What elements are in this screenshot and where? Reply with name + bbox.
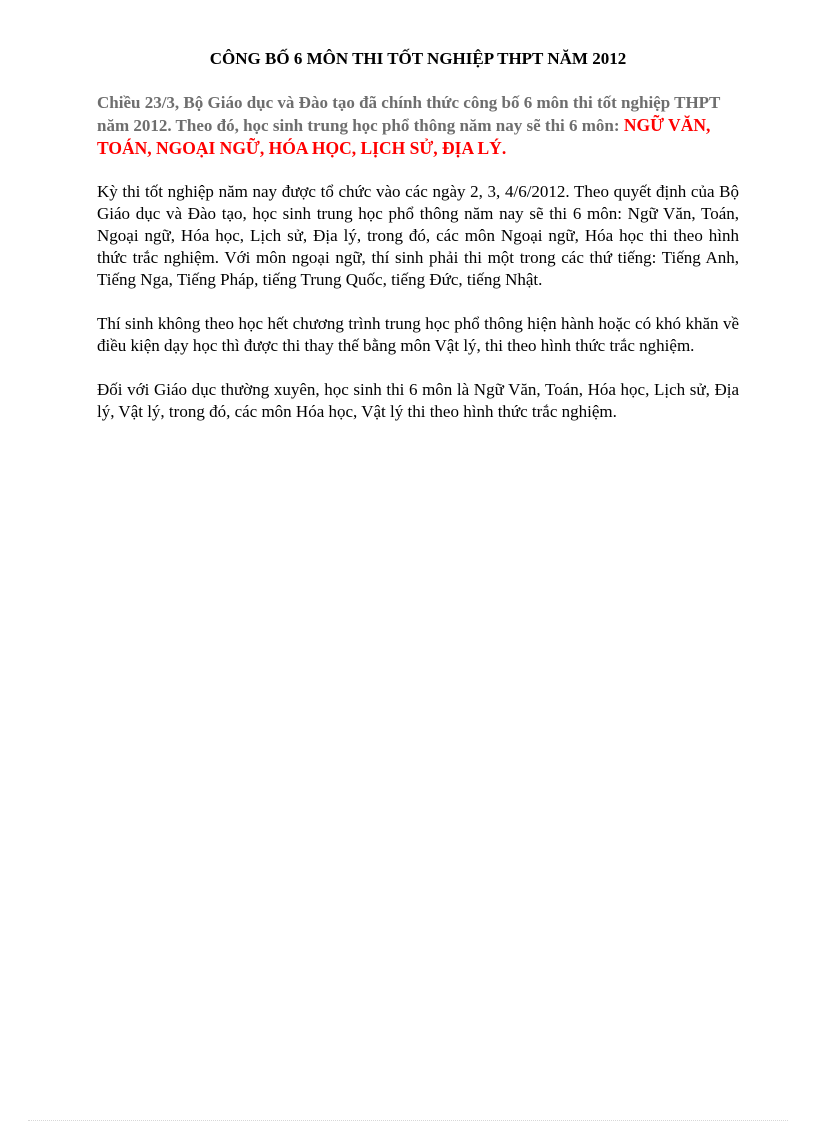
- body-paragraph-continuing-education: Đối với Giáo dục thường xuyên, học sinh thi 6 môn là Ngữ Văn, Toán, Hóa học, Lịch sử, Địa lý, Vật lý, trong đó, các môn Hóa học, Vật lý thi theo hình thức trắc nghiệm.: [97, 380, 739, 421]
- body-paragraph-exam-schedule: Kỳ thi tốt nghiệp năm nay được tổ chức vào các ngày 2, 3, 4/6/2012. Theo quyết định của Bộ Giáo dục và Đào tạo, học sinh trung học phổ thông năm nay sẽ thi 6 môn: Ngữ Văn, Toán, Ngoại ngữ, Hóa học, Lịch sử, Địa lý, trong đó, các môn Ngoại ngữ, Hóa học thi theo hình thức trắc nghiệm. Với môn ngoại ngữ, thí sinh phải thi một trong các thứ tiếng: Tiếng Anh, Tiếng Nga, Tiếng Pháp, tiếng Trung Quốc, tiếng Đức, tiếng Nhật.: [97, 182, 739, 289]
- lead-paragraph: [97, 92, 739, 160]
- body-paragraph-substitute-subject: Thí sinh không theo học hết chương trình trung học phổ thông hiện hành hoặc có khó khăn về điều kiện dạy học thì được thi thay thế bằng môn Vật lý, thi theo hình thức trắc nghiệm.: [97, 314, 739, 355]
- document-page: [97, 48, 739, 445]
- page-bottom-divider: [28, 1120, 788, 1121]
- lead-colon: :: [613, 116, 624, 135]
- page-title: CÔNG BỐ 6 MÔN THI TỐT NGHIỆP THPT NĂM 2012: [209, 49, 627, 68]
- lead-subjects-highlight: NGỮ VĂN, TOÁN, NGOẠI NGỮ, HÓA HỌC, LỊCH SỬ, ĐỊA LÝ.: [97, 115, 711, 158]
- lead-text: Chiều 23/3, Bộ Giáo dục và Đào tạo đã chính thức công bố 6 môn thi tốt nghiệp THPT năm 2012. Theo đó, học sinh trung học phổ thông năm nay sẽ thi 6 môn: [97, 93, 721, 135]
